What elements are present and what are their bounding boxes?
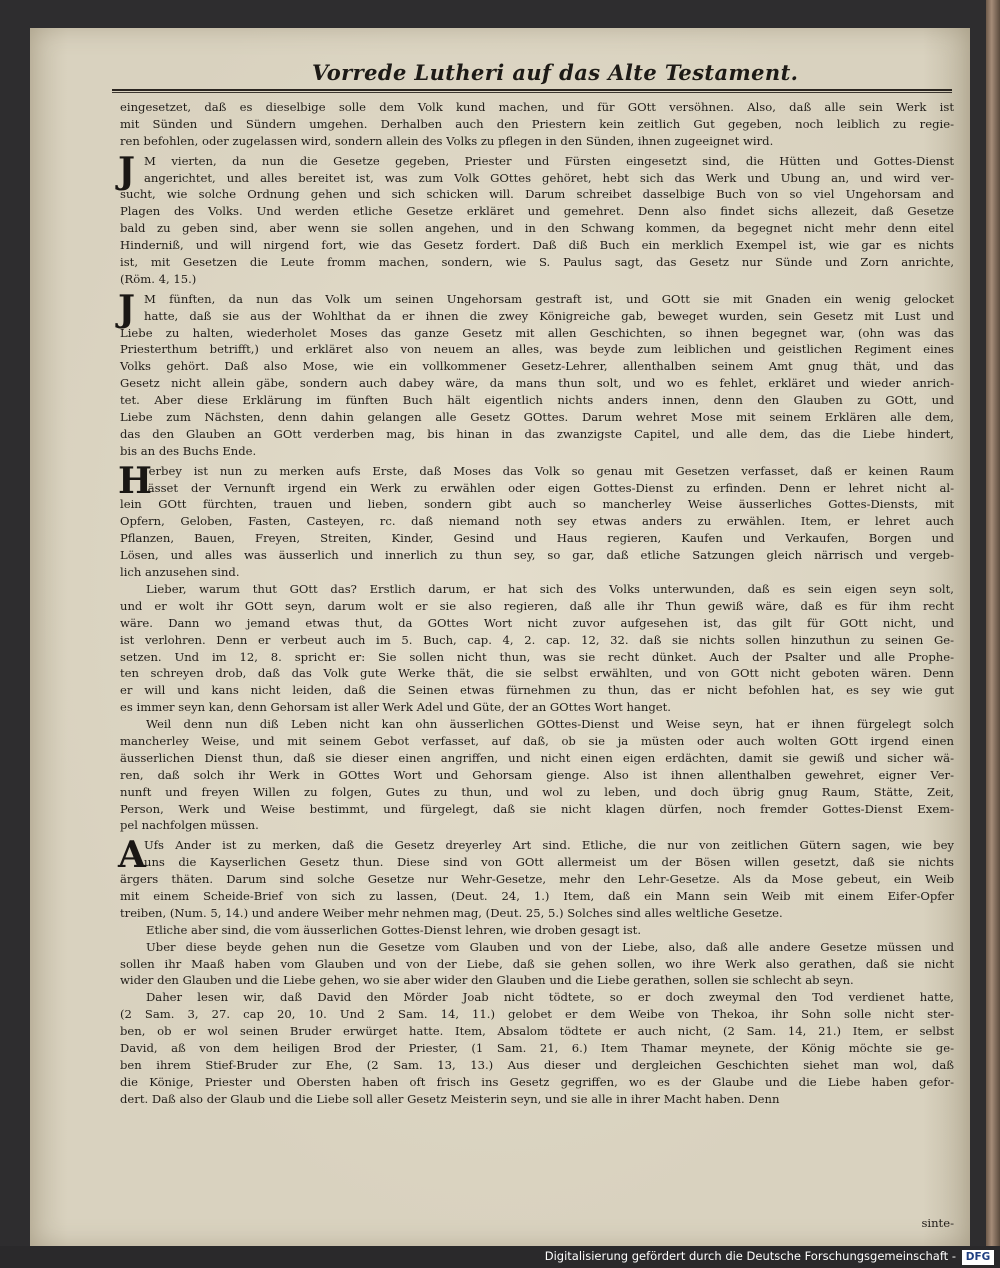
drop-cap: J [118,149,136,192]
text-line: M vierten, da nun die Gesetze gegeben, Priester und Fürsten eingesetzt sind, die Hütten und Gottes-Dienst [144,153,954,168]
text-line: wider den Glauben und die Liebe gehen, wo sie aber wider den Glauben und die Liebe gerathen, sollen sie schlecht ab seyn. [120,973,854,988]
text-line: die Könige, Priester und Obersten haben oft frisch ins Gesetz gegriffen, wo es der Glaube und die Liebe haben gefor- [120,1074,954,1089]
text-line: Weil denn nun diß Leben nicht kan ohn äusserlichen GOttes-Dienst und Weise seyn, hat er ihnen fürgelegt solch [146,717,954,732]
running-header: Vorrede Lutheri auf das Alte Testament. [312,60,799,85]
text-line: M fünften, da nun das Volk um seinen Ungehorsam gestraft ist, und GOtt sie mit Gnaden ein wenig gelocket [144,291,954,306]
paragraph [120,581,954,716]
text-line: ren, daß solch ihr Werk in GOttes Wort und Gehorsam gienge. Also ist ihnen allenthalben gewehret, eigner Ver- [120,767,954,782]
text-line: Volks gehört. Daß also Mose, wie ein vollkommener Gesetz-Lehrer, allenthalben seinem Amt gnug thät, und das [120,359,954,374]
text-line: ben ihrem Stief-Bruder zur Ehe, (2 Sam. 13, 13.) Aus dieser und dergleichen Geschichten siehet man wol, daß [120,1057,954,1072]
text-line: mancherley Weise, und mit seinem Gebot verfasset, auf daß, ob sie ja müsten oder auch wolten GOtt irgend einen [120,733,954,748]
text-line: lein GOtt fürchten, trauen und lieben, sondern gibt auch so mancherley Weise äusserliches Gottes-Diensts, mit [120,497,954,512]
text-line: dert. Daß also der Glaub und die Liebe soll aller Gesetz Meisterin seyn, und sie alle in ihrer Macht haben. Denn [120,1091,780,1106]
paragraph [120,716,954,834]
text-line: er will und kans nicht leiden, daß die Seinen etwas fürnehmen zu thun, das er nicht befohlen hat, es sey wie gut [120,683,954,698]
catchword: sinte- [921,1216,954,1230]
paragraph [118,287,954,460]
text-line: mit einem Scheide-Brief von sich zu lassen, (Deut. 24, 1.) Item, daß ein Mann sein Weib mit einem Eifer-Opfer [120,888,954,903]
text-line: bis an des Buchs Ende. [120,443,257,458]
text-line: (2 Sam. 3, 27. cap 20, 10. Und 2 Sam. 14, 11.) gelobet er dem Weibe von Thekoa, ihr Sohn solle nicht ster- [120,1007,954,1022]
text-line: Liebe zu halten, wiederholet Moses das ganze Gesetz mit allen Geschichten, so ihnen begegnet war, (ohn was das [120,325,954,340]
text-line: (Röm. 4, 15.) [120,271,197,286]
text-line: Daher lesen wir, daß David den Mörder Joab nicht tödtete, so er doch zweymal den Tod verdienet hatte, [146,990,954,1005]
paragraph [120,922,954,939]
text-line: sollen ihr Maaß haben vom Glauben und von der Liebe, daß sie gehen sollen, wo ihre Werk also gerathen, daß sie nicht [120,956,954,971]
text-line: ist, mit Gesetzen die Leute fromm machen, sondern, wie S. Paulus sagt, das Gesetz nur Sünde und Zorn anrichte, [120,255,954,270]
text-line: setzen. Und im 12, 8. spricht er: Sie sollen nicht thun, was sie recht dünket. Auch der Psalter und alle Prophe- [120,649,954,664]
text-line: eingesetzet, daß es dieselbige solle dem Volk kund machen, und für GOtt versöhnen. Also, daß alle sein Werk ist [120,100,954,114]
text-line: äusserlichen Dienst thun, daß sie dieser einen angriffen, und nicht einen eigen erdächten, damit sie gewiß und sicher wä- [120,750,954,765]
text-line: lich anzusehen sind. [120,565,240,580]
paragraph [118,459,954,581]
text-line: mit Sünden und Sündern umgehen. Derhalben auch den Priestern kein zeitlich Gut gegeben, noch leiblich zu regie- [120,116,954,131]
page-body [120,99,954,1199]
text-line: Pflanzen, Bauen, Freyen, Streiten, Kinder, Gesind und Haus regieren, Kaufen und Verkaufen, Borgen und [120,531,954,546]
paragraph [118,834,954,921]
paragraph [120,989,954,1107]
text-line: es immer seyn kan, denn Gehorsam ist aller Werk Adel und Güte, der an GOttes Wort hanget. [120,700,671,715]
text-line: bald zu geben sind, aber wenn sie sollen angehen, und in den Schwang kommen, da begegnet nicht mehr denn eitel [120,221,954,236]
text-line: Liebe zum Nächsten, denn dahin gelangen alle Gesetz GOttes. Darum wehret Mose mit seinem Erklären alle dem, [120,410,954,425]
paragraph [120,99,954,150]
text-line: Etliche aber sind, die vom äusserlichen Gottes-Dienst lehren, wie droben gesagt ist. [146,922,641,937]
text-line: ben, ob er wol seinen Bruder erwürget hatte. Item, Absalom tödtete er auch nicht, (2 Sam. 14, 21.) Item, er selbst [120,1024,954,1039]
text-line: ten schreyen drob, daß das Volk gute Werke thät, die sie selbst erwählten, und von GOtt nicht geboten wären. Denn [120,666,954,681]
funding-notice: Digitalisierung gefördert durch die Deutsche Forschungsgemeinschaft - [544,1249,956,1263]
text-line: wäre. Dann wo jemand etwas thut, da GOttes Wort nicht zuvor aufgesehen ist, das gilt für GOtt nicht, und [120,615,954,630]
dfg-logo: DFG [962,1250,994,1265]
text-line: lässet der Vernunft irgend ein Werk zu erwählen oder eigen Gottes-Dienst zu erfinden. Denn er lehret nicht al- [144,480,954,495]
paragraph [118,149,954,288]
text-line: uns die Kayserlichen Gesetz thun. Diese sind von GOtt allermeist um der Bösen willen gesetzt, daß sie nichts [144,855,954,870]
text-line: Uber diese beyde gehen nun die Gesetze vom Glauben und von der Liebe, also, daß alle andere Gesetze müssen und [146,939,954,954]
text-line: ren befohlen, oder zugelassen wird, sondern allein des Volks zu pflegen in den Sünden, ihnen zugeeignet wird. [120,133,774,148]
text-line: das den Glauben an GOtt verderben mag, bis hinan in das zwanzigste Capitel, und alle dem, das die Liebe hindert, [120,426,954,441]
text-line: Ufs Ander ist zu merken, daß die Gesetz dreyerley Art sind. Etliche, die nur von zeitlichen Gütern sagen, wie bey [144,838,954,853]
text-line: tet. Aber diese Erklärung im fünften Buch hält eigentlich nichts anders innen, denn den Glauben zu GOtt, und [120,393,954,408]
text-line: sucht, wie solche Ordnung gehen und sich schicken will. Darum schreibet dasselbige Buch von so viel Ungehorsam and [120,187,954,202]
text-line: Hinderniß, und will nirgend fort, wie das Gesetz fordert. Daß diß Buch ein merklich Exempel ist, wie gar es nichts [120,238,954,253]
text-line: Person, Werk und Weise bestimmt, und fürgelegt, daß sie nicht klagen dürfen, noch fremder Gottes-Dienst Exem- [120,801,954,816]
text-line: hatte, daß sie aus der Wohlthat da er ihnen die zwey Königreiche gab, beweget wurden, sein Gesetz mit Lust und [144,308,954,323]
drop-cap: H [118,459,153,502]
text-line: Plagen des Volks. Und werden etliche Gesetze erkläret und gemehret. Denn also findet sichs allezeit, daß Gesetze [120,204,954,219]
header-rule [112,89,952,91]
text-line: pel nachfolgen müssen. [120,818,259,833]
text-line: ärgers thäten. Darum sind solche Gesetze nur Wehr-Gesetze, mehr den Lehr-Gesetze. Als da Mose gebeut, ein Weib [120,872,954,887]
text-line: David, aß von dem heiligen Brod der Priester, (1 Sam. 21, 6.) Item Thamar meynete, der König möchte sie ge- [120,1040,954,1055]
text-line: nunft und freyen Willen zu folgen, Gutes zu thun, und wol zu leben, und doch übrig gnug Raum, Stätte, Zeit, [120,784,954,799]
text-line: Gesetz nicht allein gäbe, sondern auch dabey wäre, da mans thun solt, und wo es fehlet, erkläret und wieder anrich- [120,376,954,391]
text-line: angerichtet, und alles bereitet ist, was zum Volk GOttes gehöret, hebt sich das Werk und Ubung an, und wird ver- [144,170,954,185]
text-line: Opfern, Geloben, Fasten, Casteyen, rc. daß niemand noth sey etwas anders zu erwählen. Item, er lehret auch [120,514,954,529]
drop-cap: J [118,287,136,330]
book-edge [986,0,1000,1246]
text-line: und er wolt ihr GOtt seyn, darum wolt er sie also regieren, daß alle ihr Thun gewiß wäre, daß es für ihm recht [120,598,954,613]
header-rule-thin [112,92,952,93]
text-line: ist verlohren. Denn er verbeut auch im 5. Buch, cap. 4, 2. cap. 12, 32. daß sie nichts sollen hinzuthun zu seinen Ge- [120,632,954,647]
text-line: Jerbey ist nun zu merken aufs Erste, daß Moses das Volk so genau mit Gesetzen verfasset, daß er keinen Raum [144,463,954,478]
text-line: Priesterthum betrifft,) und erkläret also von neuem an alles, was beyde zum leiblichen und geistlichen Regiment eines [120,342,954,357]
text-line: Lösen, und alles was äusserlich und innerlich zu thun sey, so gar, daß etliche Satzungen gleich närrisch und vergeb- [120,548,954,563]
text-line: treiben, (Num. 5, 14.) und andere Weiber mehr nehmen mag, (Deut. 25, 5.) Solches sind alles weltliche Gesetze. [120,905,783,920]
text-line: Lieber, warum thut GOtt das? Erstlich darum, er hat sich des Volks unterwunden, daß es sein eigen seyn solt, [146,581,954,596]
drop-cap: A [118,834,146,877]
paragraph [120,939,954,990]
